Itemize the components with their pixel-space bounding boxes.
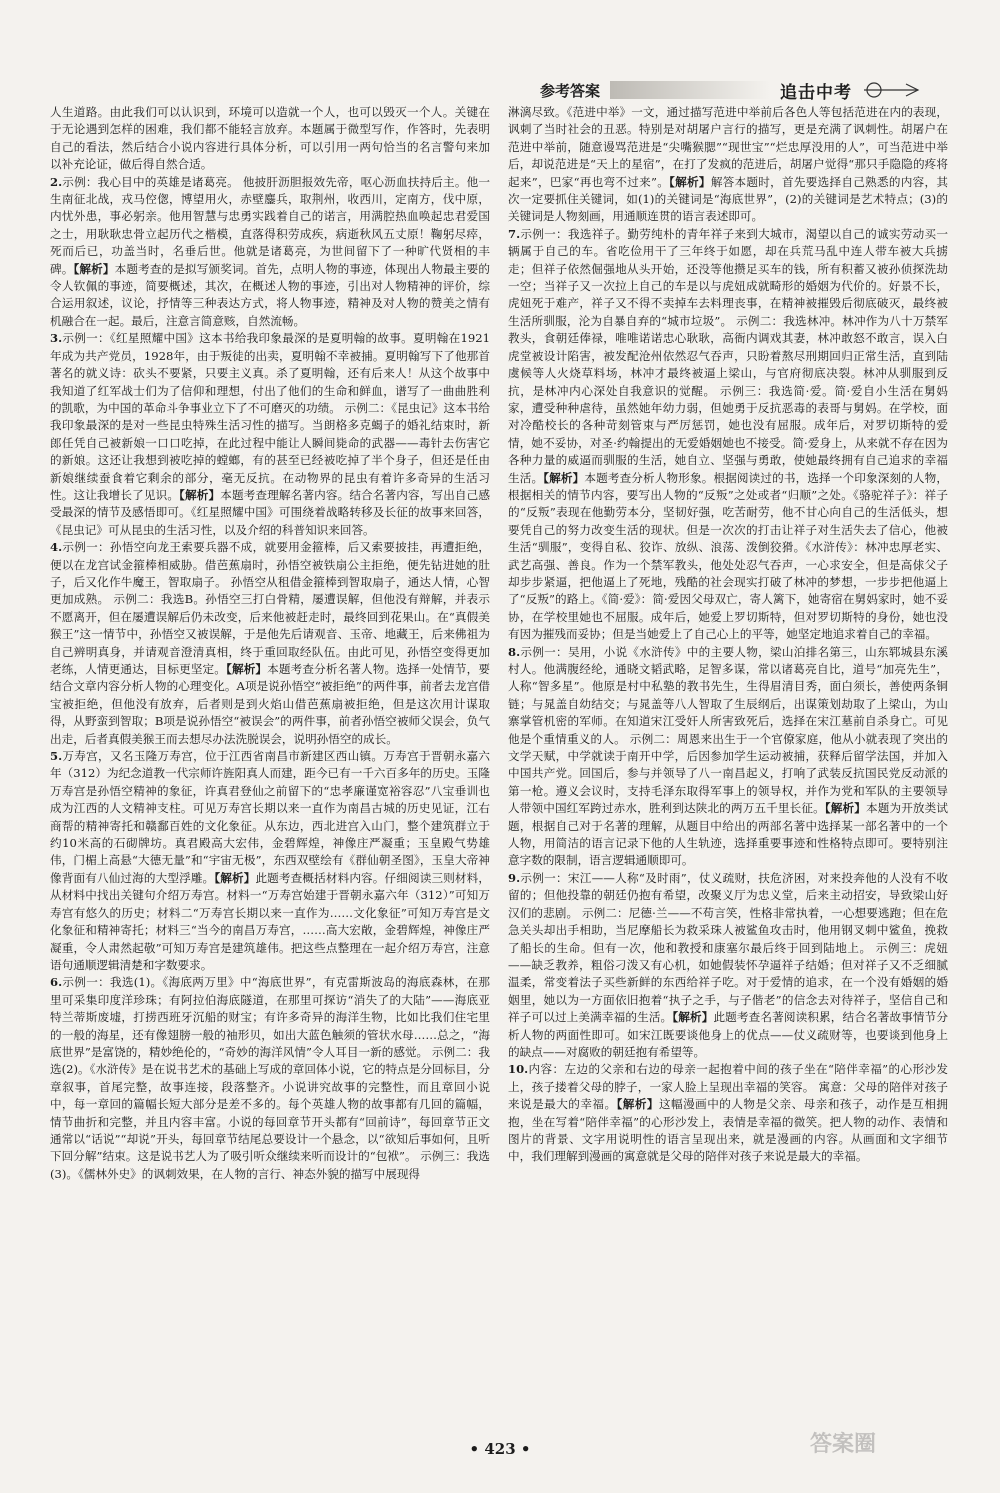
answer-paragraph	[508, 870, 948, 1061]
analysis-label: 【解析】	[179, 487, 221, 502]
analysis-text: 此题考查名著阅读积累，结合名著故事情节分析人物的两面性即可。如宋江既要谈他身上的优点——仗义疏财等，也要谈到他身上的缺点——对腐败的朝廷抱有希望等。	[508, 1010, 948, 1059]
question-number: 6.	[50, 975, 63, 990]
answer-text: 示例：我心目中的英雄是诸葛亮。 他披肝沥胆报效先帝，呕心沥血扶持后主。他一生南征北战，戎马倥偬，博望用火，赤壁鏖兵，取荆州，收西川，定南方，伐中原，内忧外患，事必躬亲。他用智慧与忠勇实践着自己的诺言，用满腔热血唤起忠君爱国之士，用耿耿忠骨立起历代之楷模，直落得积劳成疾，病逝秋风五丈原！鞠躬尽瘁，死而后已，功盖当时，名垂后世。他就是诸葛亮，为世间留下了一种旷代贤相的丰碑。	[50, 174, 490, 276]
answer-text: 示例一：孙悟空向龙王索要兵器不成，就要用金箍棒，后又索要披挂，再遭拒绝，便以在龙宫试金箍棒相威胁。借芭蕉扇时，孙悟空被铁扇公主拒绝，便先钻进她的肚子，后又化作牛魔王，智取扇子。 孙悟空从租借金箍棒到智取扇子，通达人情，心智更加成熟。 示例二：我选B。孙悟空三打白骨精，屡遭误解，但他没有辩解，并表示不愿离开，但在屡遭误解后仍未改变，后来他被赶走时，最终回到花果山。在“真假美猴王”这一情节中，孙悟空又被误解，于是他先后请观音、玉帝、地藏王，后来佛祖为自己辨明真身，并请观音澄清真相，终于重回取经队伍。由此可见，孙悟空变得更加老练，人情更通达，目标更坚定。	[50, 540, 490, 676]
question-number: 10.	[508, 1062, 529, 1077]
question-number: 4.	[50, 540, 63, 555]
answer-text: 示例一：我选(1)。《海底两万里》中“海底世界”，有克雷斯波岛的海底森林，在那里可采集印度洋珍珠；有阿拉伯海底隧道，在那里可探访“消失了的大陆”——海底亚特兰蒂斯废墟，打捞西班牙沉船的财宝；有许多奇异的海洋生物，比如比我们住宅里的一般的海星，还有像翅膀一般的袖形贝，如出大蓝色触须的管状水母……总之，“海底世界”是富饶的，精妙绝伦的，“奇妙的海洋风情”令人耳目一新的感觉。 示例二：我选(2)。《水浒传》是在说书艺术的基础上写成的章回体小说，它的特点是分回标目，分章叙事，首尾完整，故事连接，段落整齐。小说讲究故事的完整性，而且章回小说中，每一章回的篇幅长短大部分是差不多的。每个英雄人物的故事都有几回的篇幅，情节曲折和完整，并且内容丰富。小说的每回章节开头都有“回前诗”，每回章节正文通常以“话说”“却说”开头，每回章节结尾总要设计一个悬念，以“欲知后事如何，且听下回分解”结束。这是说书艺人为了吸引听众继续来听而设计的“包袱”。 示例三：我选(3)。《儒林外史》的讽刺效果，在人物的言行、神态外貌的描写中展现得	[50, 975, 490, 1181]
analysis-label: 【解析】	[73, 261, 115, 276]
answer-paragraph	[50, 974, 490, 1183]
header-divider	[610, 81, 770, 99]
analysis-label: 【解析】	[616, 1097, 659, 1112]
analysis-text: 本题考查的是拟写颁奖词。首先，点明人物的事迹，体现出人物最主要的令人钦佩的事迹，简要概述，其次，在概述人物的事迹，引出对人物精神的评价，综合运用叙述，议论，抒情等三种表达方式，将人物事迹，精神及对人物的赞美之情有机融合在一起。最后，注意言简意赅，自然流畅。	[50, 261, 490, 328]
analysis-text: 本题考查理解名著内容。结合名著内容，写出自己感受最深的情节及感悟即可。《红星照耀中国》可围绕着战略转移及长征的故事来回答，《昆虫记》可从昆虫的生活习性，以及介绍的科普知识来回答。	[50, 487, 490, 537]
analysis-label: 【解析】	[672, 1010, 714, 1025]
answer-text: 示例一：《红星照耀中国》这本书给我印象最深的是夏明翰的故事。夏明翰在1921年成为共产党员，1928年，由于叛徒的出卖，夏明翰不幸被捕。夏明翰写下了他那首著名的就义诗：砍头不要紧，只要主义真。杀了夏明翰，还有后来人！从这个故事中我知道了红军战士们为了信仰和理想，付出了他们的生命和鲜血，谱写了一曲曲胜利的凯歌，为中国的革命斗争事业立下了不可磨灭的功绩。 示例二：《昆虫记》这本书给我印象最深的是对一些昆虫特殊生活习性的描写。当朗格多克蝎子的婚礼结束时，新郎任凭自己被新娘一口口吃掉，在此过程中能让人瞬间毙命的武器——毒针去伤害它的新娘。这还让我想到被吃掉的螳螂，有的甚至已经被吃掉了半个身子，但还是任由新娘继续蚕食着它剩余的部分，毫无反抗。在动物界的昆虫有着许多奇异的生活习性。这让我增长了见识。	[50, 331, 490, 502]
page-number: • 423 •	[469, 1440, 531, 1458]
answer-paragraph	[508, 644, 948, 870]
question-number: 5.	[50, 749, 63, 764]
watermark-text: 答案圈	[810, 1432, 877, 1457]
answer-paragraph	[50, 539, 490, 748]
answer-paragraph	[508, 226, 948, 644]
analysis-text: 此题考查概括材料内容。仔细阅读三则材料，从材料中找出关键句介绍万寿宫。材料一“万寿宫始建于晋朝永嘉六年（312）”可知万寿宫有悠久的历史；材料二“万寿宫长期以来一直作为……文化象征”可知万寿宫是文化象征和精神寄托；材料三“当今的南昌万寿宫，……高大宏敞，金碧辉煌，神像庄严凝重，令人肃然起敬”可知万寿宫是建筑雄伟。把这些点整理在一起介绍万寿宫，注意语句通顺逻辑清楚和字数要求。	[50, 870, 490, 972]
answer-paragraph	[50, 748, 490, 974]
answer-paragraph	[508, 1061, 948, 1165]
analysis-label: 【解析】	[543, 470, 585, 485]
question-number: 8.	[508, 644, 521, 659]
answer-paragraph	[508, 104, 948, 226]
answer-paragraph	[50, 174, 490, 331]
question-number: 2.	[50, 174, 63, 189]
analysis-text: 本题为开放类试题，根据自己对于名著的理解，从题目中给出的两部名著中选择某一部名著中的一个人物，用简洁的语言记录下他的人生轨迹，选择重要事迹和性格特点即可。要特别注意字数的限制，语言逻辑通顺即可。	[508, 801, 948, 868]
answer-paragraph	[50, 104, 490, 174]
question-number: 9.	[508, 870, 521, 885]
analysis-label: 【解析】	[669, 174, 711, 189]
analysis-label: 【解析】	[226, 662, 268, 676]
question-number: 3.	[50, 331, 63, 346]
header-title: 追击中考	[780, 82, 852, 103]
analysis-text: 本题考查分析人物形象。根据阅读过的书，选择一个印象深刻的人物，根据相关的情节内容，要写出人物的“反叛”之处或者“归顺”之处。《骆驼祥子》：祥子的“反叛”表现在他勤劳本分，坚韧好强，吃苦耐劳，他不甘心向自己的生活低头，想要凭自己的努力改变生活的现状。但是一次次的打击让祥子对生活失去了信心，他被生活“驯服”，变得自私、狡诈、放纵、浪荡、泼倒狡猾。《水浒传》：林冲忠厚老实、武艺高强、善良。作为一个禁军教头，他处处忍气吞声，一心求安全，但是高俅父子却步步紧逼，把他逼上了死地，残酷的社会现实打破了林冲的梦想，一步步把他逼上了“反叛”的路上。《简·爱》：简·爱因父母双亡，寄人篱下，她寄宿在舅妈家时，她不妥协，在学校里她也不屈服。成年后，她爱上罗切斯特，但对罗切斯特的身份，她也没有因为摧残而妥协；但是当她爱上了自己心上的平等，她坚定地追求着自己的幸福。	[508, 470, 948, 642]
answer-text: 淋漓尽致。《范进中举》一文，通过描写范进中举前后各色人等包括范进在内的表现，讽刺了当时社会的丑恶。特别是对胡屠户言行的描写，更是充满了讽刺性。胡屠户在范进中举前，随意谩骂范进是“尖嘴猴腮”“现世宝”“烂忠厚没用的人”，可当范进中举后，却说范进是“天上的星宿”，在打了发疯的范进后，胡屠户觉得“那只手隐隐的疼将起来”，巴家“再也弯不过来”。	[508, 105, 948, 189]
answer-text: 万寿宫，又名玉隆万寿宫，位于江西省南昌市新建区西山镇。万寿宫于晋朝永嘉六年（312）为纪念道教一代宗师许旌阳真人而建，距今已有一千六百多年的历史。玉隆万寿宫是孙悟空精神的象征，许真君登仙之前留下的“忠孝廉谨宽裕容忍”八宝垂训也成为江西的人文精神支柱。可见万寿宫长期以来一直作为南昌古城的历史见证，江右商帮的精神寄托和赣鄱百姓的文化象征。从东边，西北进宫入山门，整个建筑群立于约10米高的石砌牌坊。真君殿高大宏伟，金碧辉煌，神像庄严凝重；玉皇殿气势雄伟，门楣上高悬“大德无量”和“宇宙无极”，东西双壁绘有《群仙朝圣图》，玉皇大帝神像背面有八仙过海的大型浮雕。	[50, 749, 490, 885]
analysis-text: 解答本题时，首先要选择自己熟悉的内容，其次一定要抓住关键词，如(1)的关键词是“海底世界”，(2)的关键词是艺术特点；(3)的关键词是人物刻画，用通顺连贯的语言表述即可。	[508, 174, 948, 224]
header-label: 参考答案	[540, 81, 601, 100]
watermark-logo	[810, 1427, 980, 1487]
answer-text: 示例一：我选祥子。勤劳纯朴的青年祥子来到大城市，渴望以自己的诚实劳动买一辆属于自己的车。省吃俭用干了三年终于如愿，却在兵荒马乱中连人带车被大兵掳走；但祥子依然倔强地从头开始，还没等他攒足买车的钱，所有积蓄又被孙侦探洗劫一空；当祥子又一次拉上自己的车是以与虎妞成就畸形的婚姻为代价的。好景不长，虎妞死于难产，祥子又不得不卖掉车去料理丧事，在精神被摧毁后彻底破灭，最终被生活所驯服，沦为自暴自弃的“城市垃圾”。 示例二：我选林冲。林冲作为八十万禁军教头，食朝廷俸禄，唯唯诺诺忠心耿耿，高衙内调戏其妻，林冲敢怒不敢言，误入白虎堂被设计陷害，被发配沧州依然忍气吞声，只盼着熬尽刑期回归正常生活，直到陆虞候等人火烧草料场，林冲才最终被逼上梁山，与官府彻底决裂。林冲从驯服到反抗，是林冲内心深处自我意识的觉醒。 示例三：我选简·爱。简·爱自小生活在舅妈家，遭受种种虐待，虽然她年幼力弱，但她勇于反抗恶毒的表哥与舅妈。在学校，面对冷酷校长的各种苛刻管束与严厉惩罚，她也没有屈服。成年后，对罗切斯特的爱情，她不妥协，对圣·约翰提出的无爱婚姻她也不接受。简·爱身上，从来就不存在因为各种力量的威逼而驯服的生活，她自立、坚强与勇敢，使她最终拥有自己追求的幸福生活。	[508, 226, 948, 485]
analysis-text: 这幅漫画中的人物是父亲、母亲和孩子，动作是互相拥抱，坐在写着“陪伴幸福”的心形沙发上，表情是幸福的微笑。把人物的动作、表情和图片的背景、文字用说明性的语言呈现出来，就是漫画的内容。从画面和文字细节中，我们理解到漫画的寓意就是父母的陪伴对孩子来说是最大的幸福。	[508, 1097, 948, 1164]
question-number: 7.	[508, 226, 521, 241]
answer-text: 人生道路。由此我们可以认识到，环境可以造就一个人，也可以毁灭一个人。关键在于无论遇到怎样的困难，我们都不能轻言放弃。本题属于微型写作，作答时，先表明自己的看法，然后结合小说内容进行具体分析，可以引用一两句恰当的名言警句来加以补充论证，做后得自然合适。	[50, 105, 490, 172]
answer-text: 示例一：吴用，小说《水浒传》中的主要人物，梁山泊排名第三，山东郓城县东溪村人。他满腹经纶，通晓文韬武略，足智多谋，常以诸葛亮自比，道号“加亮先生”，人称“智多星”。他原是村中私塾的教书先生，生得眉清目秀，面白须长，善使两条铜链；与晁盖自幼结交；与晁盖等八人智取了生辰纲后，出谋策划劫取了上梁山，为山寨掌管机密的军师。在知道宋江受奸人所害致死后，选择在宋江墓前自杀身亡。可见他是个重情重义的人。 示例二：周恩来出生于一个官僚家庭，他从小就表现了突出的文学天赋，中学就读于南开中学，后因参加学生运动被捕，获释后留学法国，并加入中国共产党。回国后，参与并领导了八一南昌起义，打响了武装反抗国民党反动派的第一枪。遵义会议时，支持毛泽东取得军事上的领导权，并作为党和军队的主要领导人带领中国红军跨过赤水，胜利到达陕北的两万五千里长征。	[508, 644, 948, 816]
answer-text: 内容：左边的父亲和右边的母亲一起抱着中间的孩子坐在“陪伴幸福”的心形沙发上，孩子搂着父母的脖子，一家人脸上呈现出幸福的笑容。 寓意：父母的陪伴对孩子来说是最大的幸福。	[508, 1062, 948, 1112]
right-column	[508, 104, 948, 1439]
arrow-ornament-icon	[860, 81, 920, 99]
analysis-label: 【解析】	[824, 801, 866, 816]
left-column	[50, 104, 490, 1454]
answer-paragraph	[50, 330, 490, 539]
analysis-label: 【解析】	[214, 870, 256, 885]
analysis-text: 本题考查分析名著人物。选择一处情节，要结合文章内容分析人物的心理变化。A项是说孙悟空“被拒绝”的两件事，前者去龙宫借宝被拒绝，但他没有放弃，后者则是到火焰山借芭蕉扇被拒绝，但是这次用计谋取得，从野蛮到智取；B项是说孙悟空“被误会”的两件事，前者孙悟空被师父误会，负气出走，后者真假美猴王而去想尽办法洗脱误会，说明孙悟空的成长。	[50, 662, 490, 746]
answer-text: 示例一：宋江——人称“及时雨”，仗义疏财，扶危济困，对来投奔他的人没有不收留的；但他投靠的朝廷仍抱有希望，改聚义厅为忠义堂，后来主动招安，导致梁山好汉们的悲剧。 示例二：尼德·兰——不苟言笑，性格非常执着，一心想要逃跑；但在危急关头却出手相助，当尼摩船长为救采珠人被鲨鱼攻击时，他用钢叉刺中鲨鱼，挽救了船长的生命。但有一次，他和教授和康塞尔最后终于回到陆地上。 示例三：虎妞——缺乏教养，粗俗刁泼又有心机，如她假装怀孕逼祥子结婚；但对祥子又不乏细腻温柔，常变着法子买些新鲜的东西给祥子吃。对于爱情的追求，在一个没有婚姻的婚姻里，她以为一方面依旧抱着“执子之手，与子偕老”的信念去对待祥子，坚信自己和祥子可以过上美满幸福的生活。	[508, 870, 948, 1025]
